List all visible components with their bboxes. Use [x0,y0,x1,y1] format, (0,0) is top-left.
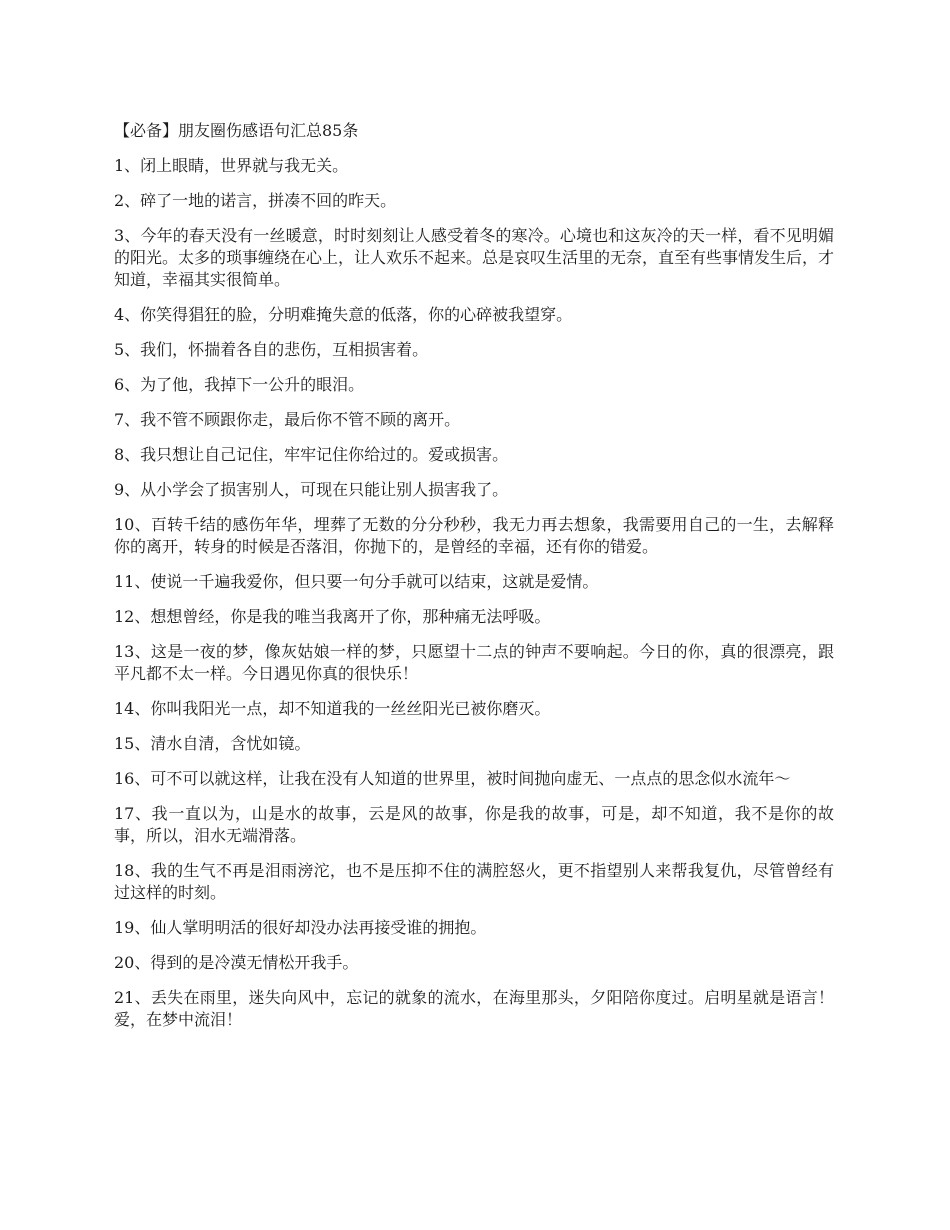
paragraph-20: 20、得到的是冷漠无情松开我手。 [114,953,359,972]
paragraph-16: 16、可不可以就这样，让我在没有人知道的世界里，被时间抛向虚无、一点点的思念似水流年～ [114,769,791,788]
paragraph-2: 2、碎了一地的诺言，拼凑不回的昨天。 [114,191,397,210]
paragraph-12: 12、想想曾经，你是我的唯当我离开了你，那种痛无法呼吸。 [114,607,551,626]
paragraph-3: 3、今年的春天没有一丝暖意，时时刻刻让人感受着冬的寒冷。心境也和这灰冷的天一样，看不见明媚的阳光。太多的琐事缠绕在心上，让人欢乐不起来。总是哀叹生活里的无奈，直至有些事情发生后，才知道，幸福其实很简单。 [114,226,835,289]
paragraph-21: 21、丢失在雨里，迷失向风中，忘记的就象的流水，在海里那头，夕阳陪你度过。启明星就是语言！爱，在梦中流泪！ [114,988,834,1029]
paragraph-1: 1、闭上眼睛，世界就与我无关。 [114,156,349,175]
document-body [114,120,834,1044]
paragraph-11: 11、使说一千遍我爱你，但只要一句分手就可以结束，这就是爱情。 [114,572,599,591]
paragraph-14: 14、你叫我阳光一点，却不知道我的一丝丝阳光已被你磨灭。 [114,699,551,718]
paragraph-10: 10、百转千结的感伤年华，埋葬了无数的分分秒秒，我无力再去想象，我需要用自己的一生，去解释你的离开，转身的时候是否落泪，你抛下的，是曾经的幸福，还有你的错爱。 [114,515,834,556]
paragraph-19: 19、仙人掌明明活的很好却没办法再接受谁的拥抱。 [114,918,487,937]
paragraph-17: 17、我一直以为，山是水的故事，云是风的故事，你是我的故事，可是，却不知道，我不是你的故事，所以，泪水无端滑落。 [114,804,834,845]
paragraph-5: 5、我们，怀揣着各自的悲伤，互相损害着。 [114,340,429,359]
paragraph-13: 13、这是一夜的梦，像灰姑娘一样的梦，只愿望十二点的钟声不要响起。今日的你，真的很漂亮，跟平凡都不太一样。今日遇见你真的很快乐！ [114,642,834,683]
paragraph-6: 6、为了他，我掉下一公升的眼泪。 [114,375,365,394]
paragraph-15: 15、清水自清，含忧如镜。 [114,734,311,753]
paragraph-9: 9、从小学会了损害别人，可现在只能让别人损害我了。 [114,480,509,499]
paragraph-4: 4、你笑得猖狂的脸，分明难掩失意的低落，你的心碎被我望穿。 [114,305,573,324]
document-title: 【必备】朋友圈伤感语句汇总85条 [114,121,359,140]
paragraph-7: 7、我不管不顾跟你走，最后你不管不顾的离开。 [114,410,461,429]
paragraph-18: 18、我的生气不再是泪雨滂沱，也不是压抑不住的满腔怒火，更不指望别人来帮我复仇，尽管曾经有过这样的时刻。 [114,861,834,902]
paragraph-8: 8、我只想让自己记住，牢牢记住你给过的。爱或损害。 [114,445,509,464]
